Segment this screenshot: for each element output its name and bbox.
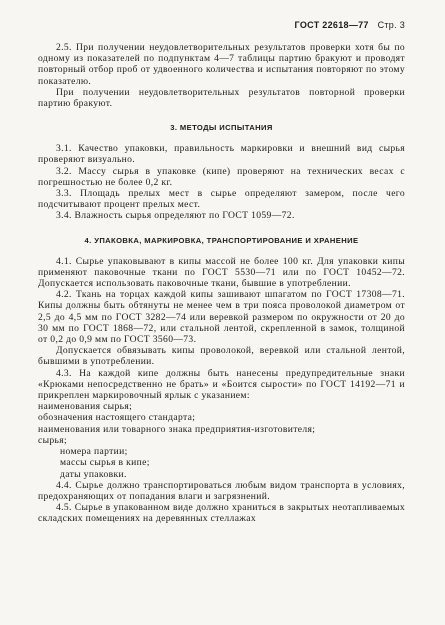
paragraph-4-1: 4.1. Сырье упаковывают в кипы массой не более 100 кг. Для упаковки кипы применяют паковочные ткани по ГОСТ 5530—71 или по ГОСТ 10452—72. Допускается использовать паковочные ткани, бывшие в употреблении. [38, 255, 405, 290]
standard-code: ГОСТ 22618—77 [294, 20, 369, 30]
page-number: Стр. 3 [377, 20, 405, 30]
section-3-heading: 3. МЕТОДЫ ИСПЫТАНИЯ [170, 123, 273, 133]
paragraph-3-1: 3.1. Качество упаковки, правильность маркировки и внешний вид сырья проверяют визуально. [38, 143, 405, 166]
paragraph-2-5: 2.5. При получении неудовлетворительных результатов проверки хотя бы по одному из показателей по подпунктам 4—7 таблицы партию бракуют и проводят повторный отбор проб от удвоенного количества и испытания повторяют по этому показателю. [38, 42, 405, 87]
list-item: массы сырья в кипе; [60, 457, 150, 469]
list-item: даты упаковки. [60, 468, 127, 480]
list-item: сырья; [38, 434, 68, 446]
paragraph-4-3: 4.3. На каждой кипе должны быть нанесены предупредительные знаки «Крюками непосредственно не брать» и «Боится сырости» по ГОСТ 14192—71 и прикреплен маркировочный ярлык с указанием: [38, 367, 405, 402]
label-contents-list [38, 401, 405, 479]
list-item: наименования сырья; [38, 401, 133, 413]
list-item: наименования или товарного знака предприятия-изготовителя; [38, 423, 316, 435]
paragraph-2-5-continued: При получении неудовлетворительных результатов повторной проверки партию бракуют. [38, 86, 405, 110]
list-item: номера партии; [60, 446, 128, 458]
document-body [38, 42, 405, 525]
paragraph-4-4: 4.4. Сырье должно транспортироваться любым видом транспорта в условиях, предохраняющих от попадания влаги и загрязнений. [38, 479, 405, 502]
paragraph-3-2: 3.2. Массу сырья в упаковке (кипе) проверяют на технических весах с погрешностью не более 0,2 кг. [38, 165, 405, 188]
paragraph-3-3: 3.3. Площадь прелых мест в сырье определяют замером, после чего подсчитывают процент прелых мест. [38, 188, 405, 211]
paragraph-3-4: 3.4. Влажность сырья определяют по ГОСТ 1059—72. [56, 210, 295, 222]
page-header [295, 20, 405, 30]
paragraph-4-5: 4.5. Сырье в упакованном виде должно храниться в закрытых неотапливаемых складских помещениях на деревянных стеллажах [38, 502, 405, 525]
paragraph-4-2: 4.2. Ткань на торцах каждой кипы зашивают шпагатом по ГОСТ 17308—71. Кипы должны быть обтянуты не менее чем в три пояса проволокой диаметром от 2,5 до 4,5 мм по ГОСТ 3282—74 или веревкой размером по окружности от 20 до 30 мм по ГОСТ 1868—72, или стальной лентой, скрепленной в замок, толщиной от 0,2 до 0,9 мм по ГОСТ 3560—73. [38, 289, 405, 346]
list-item: обозначения настоящего стандарта; [38, 412, 196, 424]
paragraph-4-2-continued: Допускается обвязывать кипы проволокой, веревкой или стальной лентой, бывшими в употреблении. [38, 345, 405, 368]
section-4-heading: 4. УПАКОВКА, МАРКИРОВКА, ТРАНСПОРТИРОВАНИЕ И ХРАНЕНИЕ [84, 235, 359, 245]
